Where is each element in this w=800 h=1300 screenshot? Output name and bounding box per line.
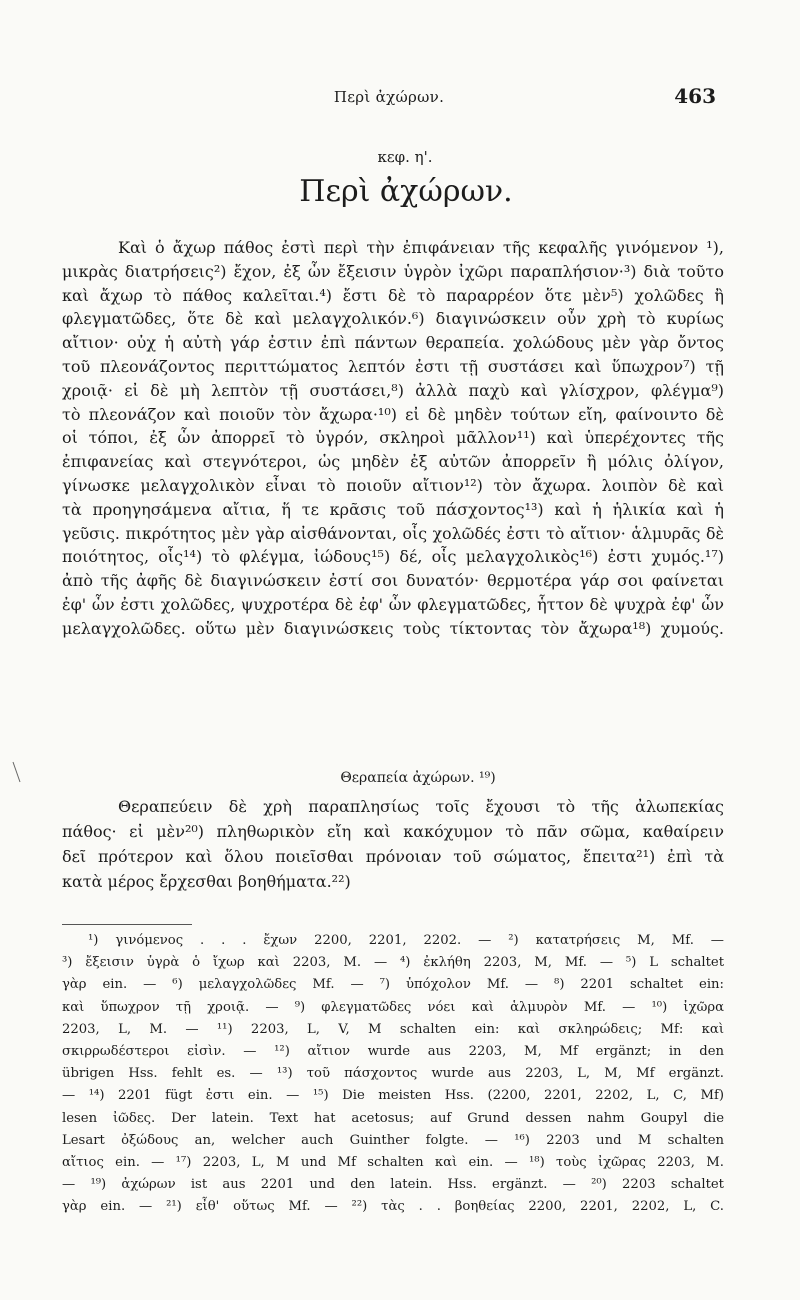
text-line: οἱ τόποι, ἐξ ὧν ἀπορρεῖ τὸ ὑγρόν, σκληροὶ μᾶλλον¹¹) καὶ ὑπερέχοντες τῆς (62, 428, 724, 448)
text-line: τὸ πλεονάζον καὶ ποιοῦν τὸν ἄχωρα·¹⁰) εἰ δὲ μηδὲν τούτων εἴη, φαίνοιντο δὲ (62, 404, 724, 424)
text-line: μελαγχολῶδες. οὕτω μὲν διαγινώσκεις τοὺς τίκτοντας τὸν ἄχωρα¹⁸) χυμούς. (62, 618, 724, 638)
text-line: Θεραπεύειν δὲ χρὴ παραπλησίως τοῖς ἔχουσι τὸ τῆς ἀλωπεκίας (118, 797, 724, 816)
text-line: τοῦ πλεονάζοντος περιττώματος λεπτόν ἐστι τῇ συστάσει καὶ ὕπωχρον⁷) τῇ (62, 356, 724, 376)
footnote-line: γὰρ ein. — ⁶) μελαγχολῶδες Mf. — ⁷) ὑπόχολον Mf. — ⁸) 2201 schaltet ein: (62, 977, 724, 993)
text-line: κατὰ μέρος ἔρχεσθαι βοηθήματα.²²) (62, 872, 351, 891)
margin-stroke-mark (10, 760, 24, 784)
footnote-line: αἴτιος ein. — ¹⁷) 2203, L, M und Mf schalten καὶ ein. — ¹⁸) τοὺς ἰχῶρας 2203, M. (62, 1155, 724, 1171)
section-subheading: Θεραπεία ἀχώρων. ¹⁹) (340, 770, 496, 786)
footnote-line: Lesart ὀξώδους an, welcher auch Guinther folgte. — ¹⁶) 2203 und M schalten (62, 1132, 724, 1148)
footnote-line: 2203, L, M. — ¹¹) 2203, L, V, M schalten ein: καὶ σκληρώδεις; Mf: καὶ (62, 1021, 724, 1037)
footnote-line: ¹) γινόμενος . . . ἔχων 2200, 2201, 2202. — ²) κατατρήσεις M, Mf. — (88, 933, 724, 948)
text-line: ποιότητος, οἷς¹⁴) τὸ φλέγμα, ἰώδους¹⁵) δέ, οἷς μελαγχολικὸς¹⁶) ἐστι χυμός.¹⁷) (62, 547, 724, 567)
text-line: αἴτιον· οὐχ ἡ αὐτὴ γάρ ἐστιν ἐπὶ πάντων θεραπεία. χολώδους μὲν γὰρ ὄντος (62, 333, 724, 353)
text-line: φλεγματῶδες, ὅτε δὲ καὶ μελαγχολικόν.⁶) διαγινώσκειν οὖν χρὴ τὸ κυρίως (62, 309, 724, 329)
text-line: πάθος· εἰ μὲν²⁰) πληθωρικὸν εἴη καὶ κακόχυμον τὸ πᾶν σῶμα, καθαίρειν (62, 822, 724, 841)
running-head-title: Περὶ ἀχώρων. (333, 88, 445, 106)
main-text-continued (62, 794, 724, 894)
footnote-line: ³) ἔξεισιν ὑγρὰ ὁ ἴχωρ καὶ 2203, M. — ⁴) ἐκλήθη 2203, M, Mf. — ⁵) L schaltet (62, 955, 724, 971)
text-line: μικρὰς διατρήσεις²) ἔχον, ἐξ ὧν ἔξεισιν ὑγρὸν ἰχῶρι παραπλήσιον·³) διὰ τοῦτο (62, 261, 724, 281)
main-text (62, 236, 724, 641)
text-line: ἀπὸ τῆς ἀφῆς δὲ διαγινώσκειν ἐστί σοι δυνατόν· θερμοτέρα γάρ σοι φαίνεται (62, 571, 724, 591)
page-number: 463 (674, 84, 716, 108)
footnotes (62, 930, 724, 1219)
footnote-line: γὰρ ein. — ²¹) εἶθ' οὕτως Mf. — ²²) τὰς . . βοηθείας 2200, 2201, 2202, L, C. (62, 1199, 724, 1215)
text-line: χροιᾷ· εἰ δὲ μὴ λεπτὸν τῇ συστάσει,⁸) ἀλλὰ παχὺ καὶ γλίσχρον, φλέγμα⁹) (62, 380, 724, 400)
text-line: ἐφ' ὧν ἐστι χολῶδες, ψυχροτέρα δὲ ἐφ' ὧν φλεγματῶδες, ἧττον δὲ ψυχρὰ ἐφ' ὧν (62, 594, 724, 614)
footnote-line: lesen ἰῶδες. Der latein. Text hat acetosus; auf Grund dessen nahm Goupyl die (62, 1110, 724, 1126)
text-line: γίνωσκε μελαγχολικὸν εἶναι τὸ ποιοῦν αἴτιον¹²) τὸν ἄχωρα. λοιπὸν δὲ καὶ (62, 475, 724, 495)
running-head (62, 84, 716, 110)
footnote-line: σκιρρωδέστεροι εἰσὶν. — ¹²) αἴτιον wurde aus 2203, M, Mf ergänzt; in den (62, 1044, 724, 1060)
text-line: ἐπιφανείας καὶ στεγνότεροι, ὡς μηδὲν ἐξ αὐτῶν ἀπορρεῖν ἢ μόλις ὀλίγον, (62, 452, 724, 472)
text-line: Καὶ ὁ ἄχωρ πάθος ἐστὶ περὶ τὴν ἐπιφάνειαν τῆς κεφαλῆς γινόμενον ¹), (118, 238, 724, 257)
footnote-line: — ¹⁹) ἀχώρων ist aus 2201 und den latein. Hss. ergänzt. — ²⁰) 2203 schaltet (62, 1177, 724, 1193)
footnote-line: — ¹⁴) 2201 fügt ἐστι ein. — ¹⁵) Die meisten Hss. (2200, 2201, 2202, L, C, Mf) (62, 1088, 724, 1104)
footnote-rule (62, 924, 192, 925)
text-line: τὰ προηγησάμενα αἴτια, ἥ τε κρᾶσις τοῦ πάσχοντος¹³) καὶ ἡ ἡλικία καὶ ἡ (62, 499, 724, 519)
chapter-title: Περὶ ἀχώρων. (299, 174, 513, 209)
text-line: γεῦσις. πικρότητος μὲν γὰρ αἰσθάνονται, οἷς χολῶδές ἐστι τὸ αἴτιον· ἁλμυρᾶς δὲ (62, 523, 724, 543)
text-line: καὶ ἄχωρ τὸ πάθος καλεῖται.⁴) ἔστι δὲ τὸ παραρρέον ὅτε μὲν⁵) χολῶδες ἢ (62, 285, 724, 305)
text-line: δεῖ πρότερον καὶ ὅλου ποιεῖσθαι πρόνοιαν τοῦ σώματος, ἔπειτα²¹) ἐπὶ τὰ (62, 847, 724, 866)
footnote-line: übrigen Hss. fehlt es. — ¹³) τοῦ πάσχοντος wurde aus 2203, L, M, Mf ergänzt. (62, 1066, 724, 1082)
chapter-number: κεφ. η'. (377, 148, 433, 166)
footnote-line: καὶ ὕπωχρον τῇ χροιᾷ. — ⁹) φλεγματῶδες νόει καὶ ἁλμυρὸν Mf. — ¹⁰) ἰχῶρα (62, 999, 724, 1015)
